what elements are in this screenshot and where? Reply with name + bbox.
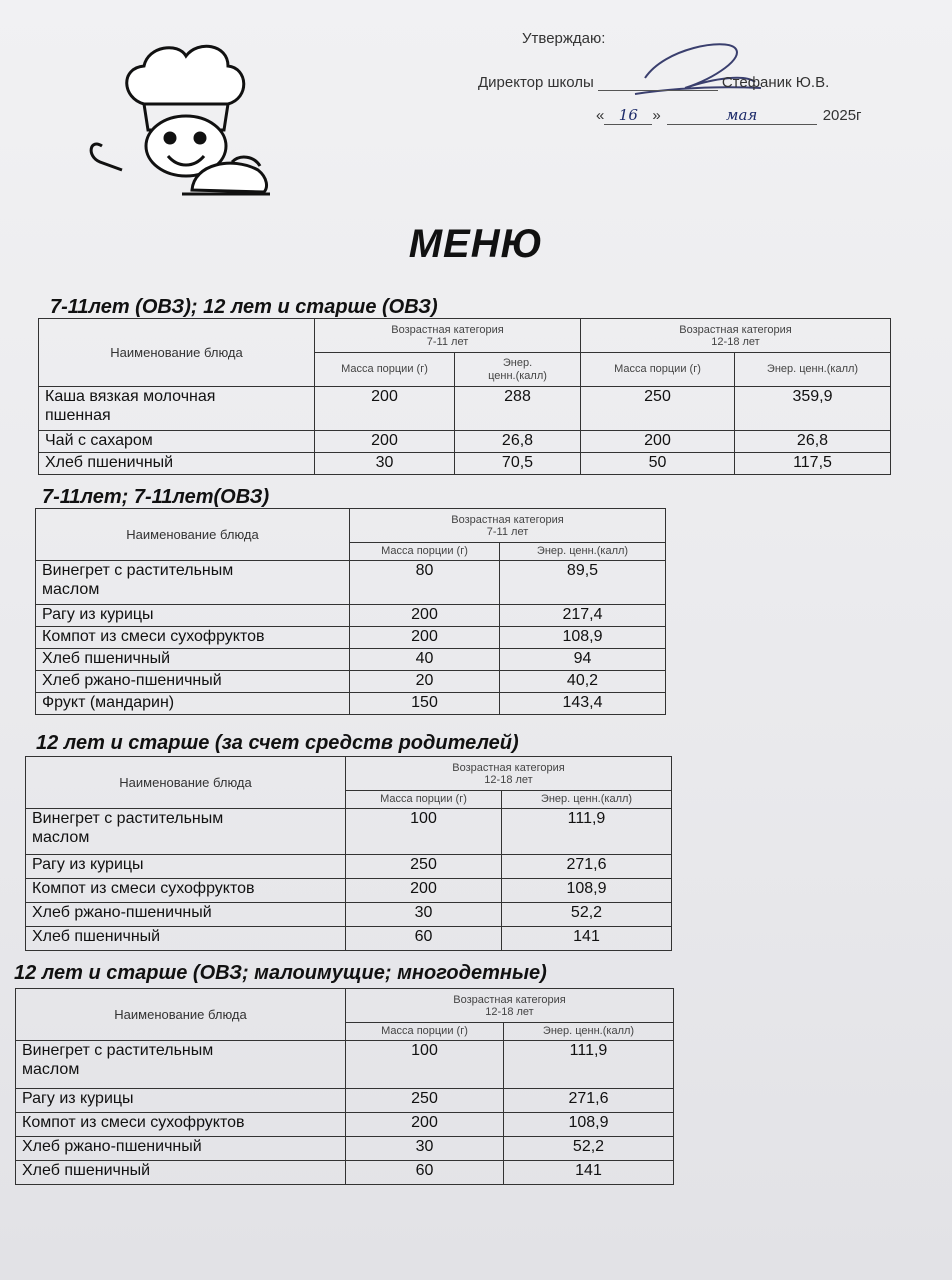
dish-name: Хлеб пшеничный [36,649,350,671]
energy-value: 288 [455,387,581,431]
portion-mass: 100 [346,1041,504,1089]
dish-name: Каша вязкая молочная пшенная [39,387,315,431]
dish-name: Компот из смеси сухофруктов [16,1113,346,1137]
table-row [36,605,666,627]
section4-table [15,988,674,1185]
position-label: Директор школы [478,74,594,91]
table-row [36,649,666,671]
table-row [16,1041,674,1089]
energy-value: 111,9 [502,809,672,855]
header-age-category-12-18: Возрастная категория 12-18 лет [581,319,891,353]
quote-close: » [652,107,661,124]
energy-value: 108,9 [500,627,666,649]
director-signature [625,38,765,108]
table-row [26,855,672,879]
portion-mass: 200 [315,431,455,453]
section2-title: 7-11лет; 7-11лет(ОВЗ) [42,486,270,508]
approval-month: мая [667,106,817,125]
table-row [16,1089,674,1113]
portion-mass: 250 [346,855,502,879]
dish-name: Винегрет с растительным маслом [26,809,346,855]
table-row [39,387,891,431]
section2-table [35,508,666,715]
portion-mass: 30 [315,453,455,475]
energy-value: 26,8 [735,431,891,453]
dish-name: Компот из смеси сухофруктов [26,879,346,903]
table-row [36,561,666,605]
chef-illustration [82,38,272,198]
header-energy-value: Энер. ценн.(калл) [502,791,672,809]
dish-name: Фрукт (мандарин) [36,693,350,715]
header-energy-value: Энер. ценн.(калл) [504,1023,674,1041]
section3-table [25,756,672,951]
portion-mass: 60 [346,927,502,951]
portion-mass: 250 [346,1089,504,1113]
table-row [36,671,666,693]
dish-name: Рагу из курицы [16,1089,346,1113]
header-age-category-12-18: Возрастная категория 12-18 лет [346,757,672,791]
dish-name: Винегрет с растительным маслом [36,561,350,605]
header-dish-name: Наименование блюда [16,989,346,1041]
portion-mass: 80 [350,561,500,605]
header-dish-name: Наименование блюда [39,319,315,387]
table-row [26,879,672,903]
section1-table [38,318,891,475]
portion-mass: 40 [350,649,500,671]
portion-mass: 50 [581,453,735,475]
energy-value: 70,5 [455,453,581,475]
dish-name: Хлеб пшеничный [16,1161,346,1185]
approval-day: 16 [604,106,652,125]
portion-mass: 20 [350,671,500,693]
dish-name: Хлеб ржано-пшеничный [16,1137,346,1161]
energy-value: 143,4 [500,693,666,715]
signature-line [598,90,718,91]
header-dish-name: Наименование блюда [36,509,350,561]
portion-mass: 150 [350,693,500,715]
table-row [36,627,666,649]
portion-mass: 200 [350,605,500,627]
table-row [16,1137,674,1161]
table-row [39,453,891,475]
header-age-category-7-11: Возрастная категория 7-11 лет [350,509,666,543]
table-row [26,809,672,855]
energy-value: 141 [504,1161,674,1185]
energy-value: 217,4 [500,605,666,627]
header-dish-name: Наименование блюда [26,757,346,809]
header-energy-value: Энер. ценн.(калл) [735,353,891,387]
portion-mass: 200 [315,387,455,431]
table-row [26,903,672,927]
dish-name: Хлеб пшеничный [39,453,315,475]
portion-mass: 200 [581,431,735,453]
page-title: МЕНЮ [408,222,544,266]
dish-name: Компот из смеси сухофруктов [36,627,350,649]
portion-mass: 30 [346,903,502,927]
section4-title: 12 лет и старше (ОВЗ; малоимущие; многодетные) [14,962,547,984]
dish-name: Рагу из курицы [36,605,350,627]
header-age-category-7-11: Возрастная категория 7-11 лет [315,319,581,353]
energy-value: 40,2 [500,671,666,693]
energy-value: 111,9 [504,1041,674,1089]
header-energy-value: Энер. ценн.(калл) [500,543,666,561]
header-portion-mass: Масса порции (г) [315,353,455,387]
portion-mass: 100 [346,809,502,855]
dish-name: Хлеб пшеничный [26,927,346,951]
quote-open: « [596,107,605,124]
portion-mass: 250 [581,387,735,431]
energy-value: 108,9 [502,879,672,903]
dish-name: Хлеб ржано-пшеничный [36,671,350,693]
portion-mass: 200 [346,1113,504,1137]
table-row [16,1161,674,1185]
portion-mass: 200 [346,879,502,903]
dish-name: Рагу из курицы [26,855,346,879]
portion-mass: 30 [346,1137,504,1161]
header-energy-value: Энер. ценн.(калл) [455,353,581,387]
header-portion-mass: Масса порции (г) [346,1023,504,1041]
energy-value: 141 [502,927,672,951]
table-row [39,431,891,453]
approve-label: Утверждаю: [522,30,606,47]
energy-value: 359,9 [735,387,891,431]
director-name: Стефаник Ю.В. [721,74,830,91]
approval-date [596,106,862,125]
energy-value: 117,5 [735,453,891,475]
portion-mass: 200 [350,627,500,649]
section3-title: 12 лет и старше (за счет средств родителей) [36,732,519,754]
section1-title: 7-11лет (ОВЗ); 12 лет и старше (ОВЗ) [50,296,438,318]
dish-name: Чай с сахаром [39,431,315,453]
energy-value: 52,2 [504,1137,674,1161]
dish-name: Хлеб ржано-пшеничный [26,903,346,927]
approval-year: 2025г [822,107,862,124]
header-portion-mass: Масса порции (г) [581,353,735,387]
energy-value: 271,6 [504,1089,674,1113]
table-row [16,1113,674,1137]
portion-mass: 60 [346,1161,504,1185]
energy-value: 271,6 [502,855,672,879]
energy-value: 94 [500,649,666,671]
energy-value: 108,9 [504,1113,674,1137]
header-portion-mass: Масса порции (г) [346,791,502,809]
director-line [478,74,829,91]
energy-value: 89,5 [500,561,666,605]
dish-name: Винегрет с растительным маслом [16,1041,346,1089]
table-row [36,693,666,715]
energy-value: 26,8 [455,431,581,453]
header-age-category-12-18: Возрастная категория 12-18 лет [346,989,674,1023]
table-row [26,927,672,951]
energy-value: 52,2 [502,903,672,927]
header-portion-mass: Масса порции (г) [350,543,500,561]
